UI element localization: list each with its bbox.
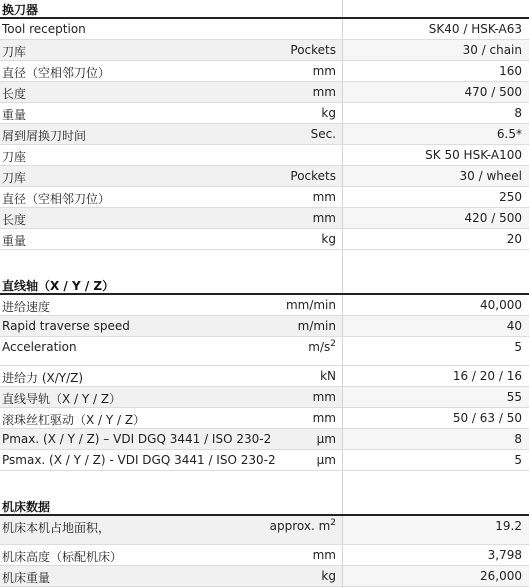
spec-row (0, 208, 529, 229)
value-cell (343, 316, 529, 336)
row-unit (290, 169, 336, 183)
value-cell (343, 295, 529, 315)
unit-text: mm (312, 390, 336, 404)
unit-text: approx. m (269, 519, 331, 533)
unit-superscript: 2 (330, 339, 336, 349)
row-unit (313, 64, 336, 78)
row-label: 直径（空相邻刀位） (2, 66, 111, 80)
row-label: Psmax. (X / Y / Z) - VDI DGQ 3441 / ISO 230-2 (2, 453, 276, 467)
spec-row (0, 295, 529, 316)
row-unit (313, 411, 336, 425)
label-cell (0, 387, 342, 407)
row-value: 55 (506, 390, 522, 404)
unit-text: µm (316, 432, 336, 446)
row-unit (313, 390, 336, 404)
spec-row (0, 566, 529, 587)
row-unit (313, 190, 336, 204)
row-value: 420 / 500 (464, 211, 522, 225)
value-cell (343, 408, 529, 428)
value-cell (343, 450, 529, 470)
value-cell (343, 429, 529, 449)
row-value: SK40 / HSK-A63 (428, 22, 522, 36)
row-unit (317, 453, 336, 467)
value-cell (343, 103, 529, 123)
unit-text: mm (312, 190, 336, 204)
spec-row (0, 166, 529, 187)
row-label: 重量 (2, 234, 27, 248)
value-cell (343, 40, 529, 60)
row-value: 30 / wheel (459, 169, 522, 183)
label-cell (0, 19, 342, 39)
unit-text: m/min (297, 319, 336, 333)
row-value: 5 (514, 340, 522, 354)
label-cell (0, 316, 342, 336)
value-cell (343, 82, 529, 102)
unit-text: kg (321, 569, 336, 583)
row-value: 250 (499, 190, 522, 204)
row-unit (286, 298, 336, 312)
row-value: 40,000 (480, 298, 522, 312)
row-value: 5 (514, 453, 522, 467)
row-value: 40 (506, 319, 522, 333)
row-label: 机床重量 (2, 571, 51, 585)
row-unit (313, 548, 336, 562)
value-cell (343, 145, 529, 165)
unit-text: Pockets (290, 169, 336, 183)
value-cell (343, 366, 529, 386)
value-cell (343, 566, 529, 586)
row-unit (321, 232, 336, 246)
label-cell (0, 229, 342, 249)
spec-row (0, 124, 529, 145)
unit-text: mm (312, 64, 336, 78)
row-label: 长度 (2, 213, 27, 227)
row-label: Tool reception (2, 22, 86, 36)
value-cell (343, 166, 529, 186)
row-value: 8 (514, 432, 522, 446)
unit-text: Pockets (290, 43, 336, 57)
value-cell (343, 337, 529, 365)
label-cell (0, 145, 342, 165)
section-title: 换刀器 (2, 3, 39, 17)
row-value: 26,000 (480, 569, 522, 583)
value-cell (343, 187, 529, 207)
spec-row (0, 82, 529, 103)
row-label: 直径（空相邻刀位） (2, 192, 111, 206)
value-cell (343, 61, 529, 81)
row-label: 刀库 (2, 45, 27, 59)
spec-row (0, 19, 529, 40)
row-label: 重量 (2, 108, 27, 122)
row-unit (311, 127, 336, 141)
label-cell (0, 166, 342, 186)
unit-text: m/s (308, 340, 331, 354)
row-label: 进给力 (X/Y/Z) (2, 371, 84, 385)
row-unit (313, 85, 336, 99)
label-cell (0, 516, 342, 544)
row-label: 屑到屑换刀时间 (2, 129, 87, 143)
row-label: Pmax. (X / Y / Z) – VDI DGQ 3441 / ISO 230-2 (2, 432, 272, 446)
row-label: 刀座 (2, 150, 27, 164)
spec-row (0, 408, 529, 429)
spec-row (0, 61, 529, 82)
unit-text: kg (321, 232, 336, 246)
label-cell (0, 450, 342, 470)
label-cell (0, 366, 342, 386)
row-unit (298, 319, 336, 333)
value-cell (343, 124, 529, 144)
spec-row (0, 40, 529, 61)
row-label: 直线导轨（X / Y / Z） (2, 392, 122, 406)
row-unit (313, 211, 336, 225)
row-label: 机床本机占地面积， (2, 521, 111, 535)
spec-row (0, 387, 529, 408)
row-unit (317, 432, 336, 446)
row-value: 50 / 63 / 50 (452, 411, 522, 425)
unit-text: mm (312, 548, 336, 562)
row-value: 8 (514, 106, 522, 120)
row-label: 进给速度 (2, 300, 51, 314)
spec-row (0, 187, 529, 208)
spec-row (0, 316, 529, 337)
row-value: 470 / 500 (464, 85, 522, 99)
row-label: 刀库 (2, 171, 27, 185)
label-cell (0, 103, 342, 123)
value-cell (343, 387, 529, 407)
spec-row (0, 545, 529, 566)
row-label: 机床高度（标配机床） (2, 550, 123, 564)
label-cell (0, 124, 342, 144)
unit-superscript: 2 (330, 518, 336, 528)
row-label: Acceleration (2, 340, 77, 354)
label-cell (0, 208, 342, 228)
unit-text: Sec. (310, 127, 336, 141)
label-cell (0, 429, 342, 449)
spec-row (0, 145, 529, 166)
spec-row (0, 229, 529, 250)
unit-text: µm (316, 453, 336, 467)
row-label: 长度 (2, 87, 27, 101)
spec-row (0, 429, 529, 450)
row-label: Rapid traverse speed (2, 319, 130, 333)
label-cell (0, 295, 342, 315)
value-cell (343, 516, 529, 544)
section-title: 直线轴（X / Y / Z） (2, 279, 115, 293)
spec-row (0, 103, 529, 124)
value-cell (343, 229, 529, 249)
section-title: 机床数据 (2, 500, 51, 514)
label-cell (0, 61, 342, 81)
label-cell (0, 408, 342, 428)
unit-text: mm/min (285, 298, 336, 312)
row-value: 16 / 20 / 16 (452, 369, 522, 383)
row-value: 30 / chain (462, 43, 522, 57)
unit-text: kg (321, 106, 336, 120)
label-cell (0, 545, 342, 565)
row-value: 160 (499, 64, 522, 78)
row-unit (290, 43, 336, 57)
row-value: 20 (506, 232, 522, 246)
spec-row (0, 450, 529, 471)
unit-text: mm (312, 85, 336, 99)
label-cell (0, 337, 342, 365)
row-unit (270, 519, 336, 533)
label-cell (0, 566, 342, 586)
value-cell (343, 545, 529, 565)
label-cell (0, 187, 342, 207)
row-unit (320, 369, 336, 383)
unit-text: mm (312, 211, 336, 225)
value-cell (343, 208, 529, 228)
row-value: SK 50 HSK-A100 (425, 148, 522, 162)
unit-text: kN (320, 369, 336, 383)
row-label: 滚珠丝杠驱动（X / Y / Z） (2, 413, 146, 427)
row-value: 3,798 (487, 548, 522, 562)
row-value: 19.2 (495, 519, 522, 533)
row-value: 6.5* (496, 127, 522, 141)
row-unit (321, 106, 336, 120)
label-cell (0, 82, 342, 102)
spec-row (0, 366, 529, 387)
unit-text: mm (312, 411, 336, 425)
spec-row (0, 516, 529, 545)
row-unit (308, 340, 336, 354)
row-unit (321, 569, 336, 583)
value-cell (343, 19, 529, 39)
spec-row (0, 337, 529, 366)
label-cell (0, 40, 342, 60)
